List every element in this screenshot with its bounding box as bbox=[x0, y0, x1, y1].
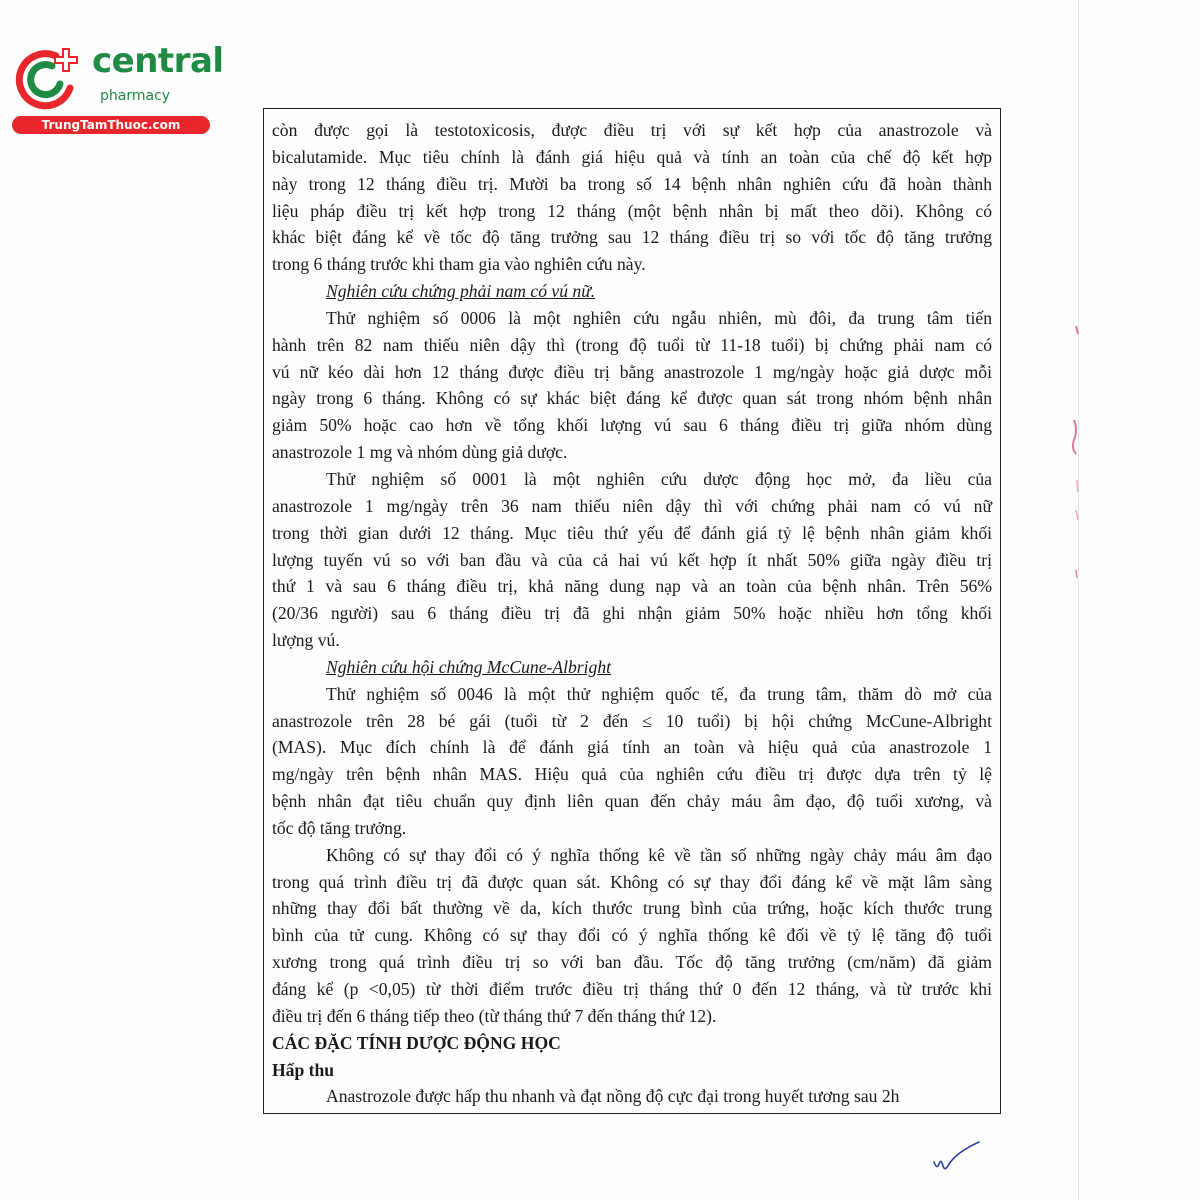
subsection-heading-absorption: Hấp thu bbox=[272, 1059, 335, 1080]
text-line: thứ 1 và sau 6 tháng điều trị, khả năng dung nạp và an toàn của bệnh nhân. Trên 56% bbox=[272, 576, 992, 597]
text-line: Thử nghiệm số 0006 là một nghiên cứu ngẫu nhiên, mù đôi, đa trung tâm tiến bbox=[326, 307, 992, 328]
text-line: ngày trong 6 tháng. Không có sự khác biệt đáng kể được quan sát trong nhóm bệnh nhân bbox=[272, 388, 992, 409]
text-line: Anastrozole được hấp thu nhanh và đạt nồng độ cực đại trong huyết tương sau 2h bbox=[326, 1086, 900, 1107]
text-line: giảm 50% hoặc cao hơn về tổng khối lượng vú sau 6 tháng điều trị giữa nhóm dùng bbox=[272, 415, 992, 436]
logo-mark-icon bbox=[12, 42, 86, 112]
text-line: hành trên 82 nam thiếu niên dậy thì (trong độ tuổi từ 11-18 tuổi) bị chứng phải nam có bbox=[272, 334, 992, 355]
document-frame bbox=[263, 108, 1001, 1114]
logo-url-badge[interactable]: TrungTamThuoc.com bbox=[12, 116, 210, 134]
section-heading-gynecomastia: Nghiên cứu chứng phải nam có vú nữ. bbox=[326, 281, 596, 302]
text-line: anastrozole 1 mg/ngày trên 36 nam thiếu niên dậy thì với chứng phải nam có vú nữ bbox=[272, 495, 992, 516]
central-pharmacy-logo[interactable] bbox=[12, 38, 224, 136]
handwritten-signature-icon bbox=[928, 1140, 988, 1176]
text-line: đáng kể (p <0,05) từ thời điểm trước điều trị tháng thứ 0 đến 12 tháng, và từ trước khi bbox=[272, 979, 992, 999]
section-heading-mccune-albright: Nghiên cứu hội chứng McCune-Albright bbox=[326, 656, 612, 677]
text-line: liệu pháp điều trị kết hợp trong 12 tháng (một bệnh nhân bị mất theo dõi). Không có bbox=[272, 200, 992, 221]
text-line: bình của tử cung. Không có sự thay đổi có ý nghĩa thống kê đối về tỷ lệ tăng độ tuổi bbox=[272, 925, 992, 946]
text-line: xương trong quá trình điều trị so với ban đầu. Tốc độ tăng trưởng (cm/năm) đã giảm bbox=[272, 952, 992, 973]
text-line: lượng vú. bbox=[272, 630, 340, 651]
text-line: trong quá trình điều trị đã được quan sát. Không có sự thay đổi đáng kể về mặt lâm sàng bbox=[272, 871, 992, 892]
text-line: (MAS). Mục đích chính là để đánh giá tính an toàn và hiệu quả của anastrozole 1 bbox=[272, 737, 992, 758]
text-line: lượng tuyến vú so với ban đầu và của cả hai vú kết hợp ít nhất 50% giữa ngày điều trị bbox=[272, 549, 992, 570]
text-line: anastrozole trên 28 bé gái (tuổi từ 2 đến ≤ 10 tuổi) bị hội chứng McCune-Albright bbox=[272, 710, 992, 731]
section-heading-pharmacokinetics: CÁC ĐẶC TÍNH DƯỢC ĐỘNG HỌC bbox=[272, 1032, 561, 1053]
text-line: khác biệt đáng kể về tốc độ tăng trưởng sau 12 tháng điều trị so với tốc độ tăng trưởng bbox=[272, 227, 992, 248]
logo-brand-text: central bbox=[92, 41, 224, 81]
text-line: Không có sự thay đổi có ý nghĩa thống kê về tần số những ngày chảy máu âm đạo bbox=[326, 844, 992, 865]
text-line: (20/36 người) sau 6 tháng điều trị đã ghi nhận giảm 50% hoặc nhiều hơn tổng khối bbox=[272, 603, 992, 624]
text-line: anastrozole 1 mg và nhóm dùng giả dược. bbox=[272, 442, 568, 463]
text-line: bicalutamide. Mục tiêu chính là đánh giá hiệu quả và tính an toàn của chế độ kết hợp bbox=[272, 146, 992, 167]
text-line: vú nữ kéo dài hơn 12 tháng được điều trị bằng anastrozole 1 mg/ngày hoặc giả dược mỗi bbox=[272, 361, 992, 382]
text-line: này trong 12 tháng điều trị. Mười ba trong số 14 bệnh nhân nghiên cứu đã hoàn thành bbox=[272, 173, 992, 194]
text-line: còn được gọi là testotoxicosis, được điều trị với sự kết hợp của anastrozole và bbox=[272, 120, 992, 140]
text-line: bệnh nhân đạt tiêu chuẩn quy định liên quan đến chảy máu âm đạo, độ tuổi xương, và bbox=[272, 791, 992, 812]
text-line: Thử nghiệm số 0046 là một thử nghiệm quốc tế, đa trung tâm, thăm dò mở của bbox=[326, 683, 992, 704]
text-line: trong thời gian dưới 12 tháng. Mục tiêu thứ yếu để đánh giá tỷ lệ bệnh nhân giảm khối bbox=[272, 522, 992, 543]
logo-sub-text: pharmacy bbox=[100, 88, 171, 104]
text-line: Thử nghiệm số 0001 là một nghiên cứu dược động học mở, đa liều của bbox=[326, 468, 992, 489]
stamp-fragment-icon bbox=[1064, 320, 1084, 640]
text-line: trong 6 tháng trước khi tham gia vào nghiên cứu này. bbox=[272, 254, 646, 275]
text-line: điều trị đến 6 tháng tiếp theo (từ tháng thứ 7 đến tháng thứ 12). bbox=[272, 1005, 717, 1026]
text-line: mg/ngày trên bệnh nhân MAS. Hiệu quả của nghiên cứu điều trị được dựa trên tỷ lệ bbox=[272, 764, 992, 785]
text-line: những thay đổi bất thường về da, kích thước trung bình của trứng, hoặc kích thước trung bbox=[272, 898, 992, 919]
text-line: tốc độ tăng trưởng. bbox=[272, 817, 407, 838]
